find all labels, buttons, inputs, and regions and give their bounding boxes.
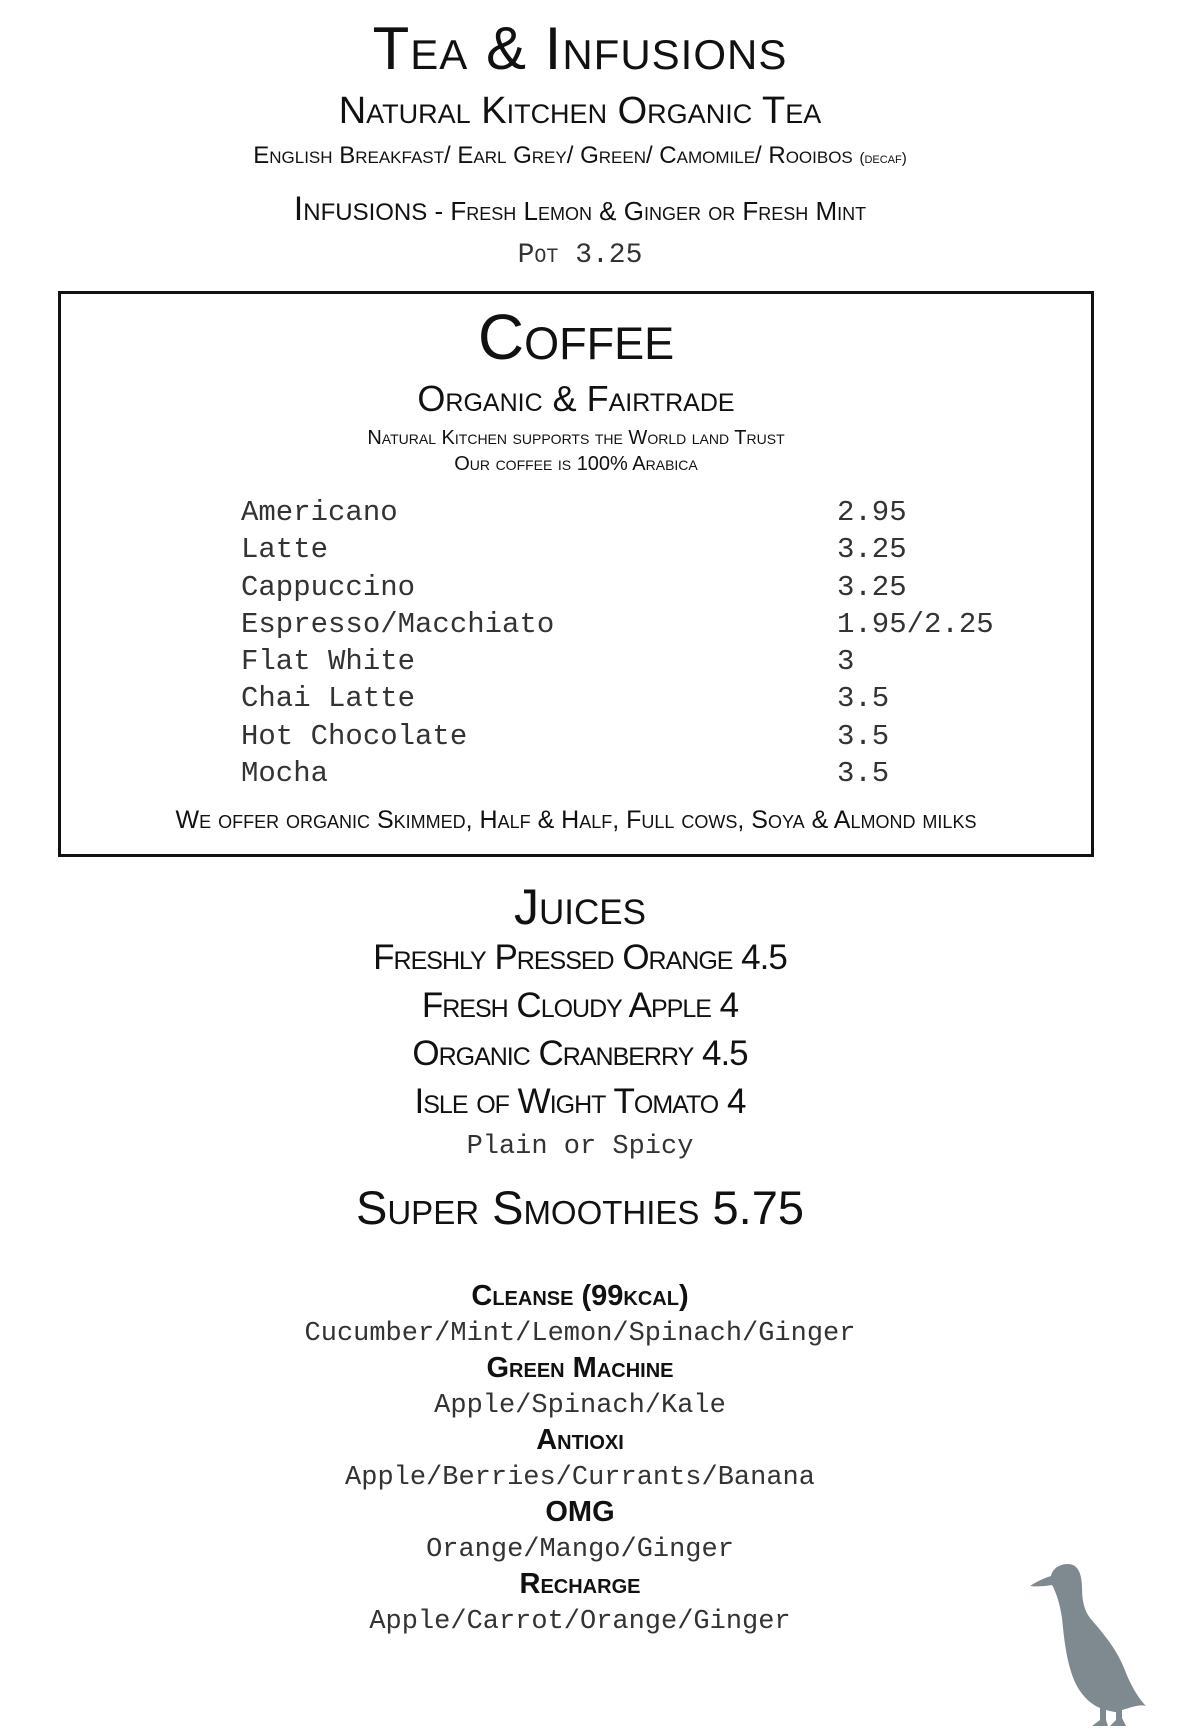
coffee-item-name: Espresso/Macchiato xyxy=(241,607,555,641)
smoothies-title: Super Smoothies 5.75 xyxy=(356,1181,804,1234)
coffee-item-name: Latte xyxy=(241,533,329,567)
coffee-item-price: 3.5 xyxy=(837,682,890,716)
smoothie-name: Antioxi xyxy=(536,1424,624,1456)
coffee-subtitle: Organic & Fairtrade xyxy=(417,378,735,419)
coffee-item-name: Cappuccino xyxy=(241,570,416,604)
coffee-item-price: 2.95 xyxy=(837,496,907,529)
smoothie-name: Recharge xyxy=(519,1568,641,1600)
milk-note: We offer organic Skimmed, Half & Half, Full cows, Soya & Almond milks xyxy=(175,806,977,834)
juices-title: Juices xyxy=(514,879,646,935)
smoothie-ingredients: Orange/Mango/Ginger xyxy=(426,1535,734,1565)
coffee-item-name: Americano xyxy=(241,496,398,529)
coffee-item-name: Mocha xyxy=(241,757,329,791)
juice-note: Plain or Spicy xyxy=(466,1132,694,1162)
smoothie-ingredients: Apple/Carrot/Orange/Ginger xyxy=(369,1607,791,1637)
list-item xyxy=(241,494,1041,531)
list-item xyxy=(241,531,1041,568)
juice-item: Isle of Wight Tomato 4 xyxy=(414,1082,746,1121)
juice-item: Freshly Pressed Orange 4.5 xyxy=(373,938,787,977)
duck-body xyxy=(1030,1564,1146,1726)
list-item xyxy=(241,680,1041,717)
coffee-item-price: 3.5 xyxy=(837,719,890,753)
juice-item: Organic Cranberry 4.5 xyxy=(412,1034,748,1073)
tea-title: Tea & Infusions xyxy=(372,15,788,82)
smoothie-name: Green Machine xyxy=(486,1352,674,1384)
smoothie-name: Cleanse (99kcal) xyxy=(471,1280,689,1312)
smoothie-ingredients: Cucumber/Mint/Lemon/Spinach/Ginger xyxy=(304,1319,856,1349)
decaf-label: (decaf) xyxy=(859,150,907,167)
coffee-list xyxy=(241,494,1041,792)
tea-price: Pot 3.25 xyxy=(517,240,643,271)
coffee-item-price: 3.25 xyxy=(837,533,907,567)
list-item xyxy=(241,718,1041,755)
infusions-label: Infusions xyxy=(293,190,428,228)
smoothie-name: OMG xyxy=(545,1496,615,1528)
list-item xyxy=(241,606,1041,643)
coffee-note-arabica: Our coffee is 100% Arabica xyxy=(454,453,698,475)
coffee-box xyxy=(58,291,1094,857)
coffee-title: Coffee xyxy=(477,301,675,373)
tea-subtitle: Natural Kitchen Organic Tea xyxy=(338,90,822,132)
coffee-note-trust: Natural Kitchen supports the World land Trust xyxy=(367,427,785,449)
coffee-item-price: 3.25 xyxy=(837,570,907,604)
tea-varieties-text: English Breakfast/ Earl Grey/ Green/ Camomile/ Rooibos xyxy=(253,142,853,169)
smoothie-ingredients: Apple/Berries/Currants/Banana xyxy=(345,1463,815,1493)
coffee-item-price: 3 xyxy=(837,645,855,679)
juice-item: Fresh Cloudy Apple 4 xyxy=(421,986,739,1025)
list-item xyxy=(241,643,1041,680)
coffee-item-name: Chai Latte xyxy=(241,682,416,716)
coffee-item-price: 1.95/2.25 xyxy=(837,607,994,641)
coffee-item-price: 3.5 xyxy=(837,757,890,791)
infusions-line xyxy=(0,190,1160,229)
coffee-item-name: Hot Chocolate xyxy=(241,719,468,753)
smoothie-ingredients: Apple/Spinach/Kale xyxy=(434,1391,726,1421)
list-item xyxy=(241,755,1041,792)
infusions-detail: - Fresh Lemon & Ginger or Fresh Mint xyxy=(427,196,867,226)
tea-varieties xyxy=(0,142,1160,170)
list-item xyxy=(241,569,1041,606)
coffee-item-name: Flat White xyxy=(241,645,416,679)
duck-icon xyxy=(1030,1560,1150,1728)
